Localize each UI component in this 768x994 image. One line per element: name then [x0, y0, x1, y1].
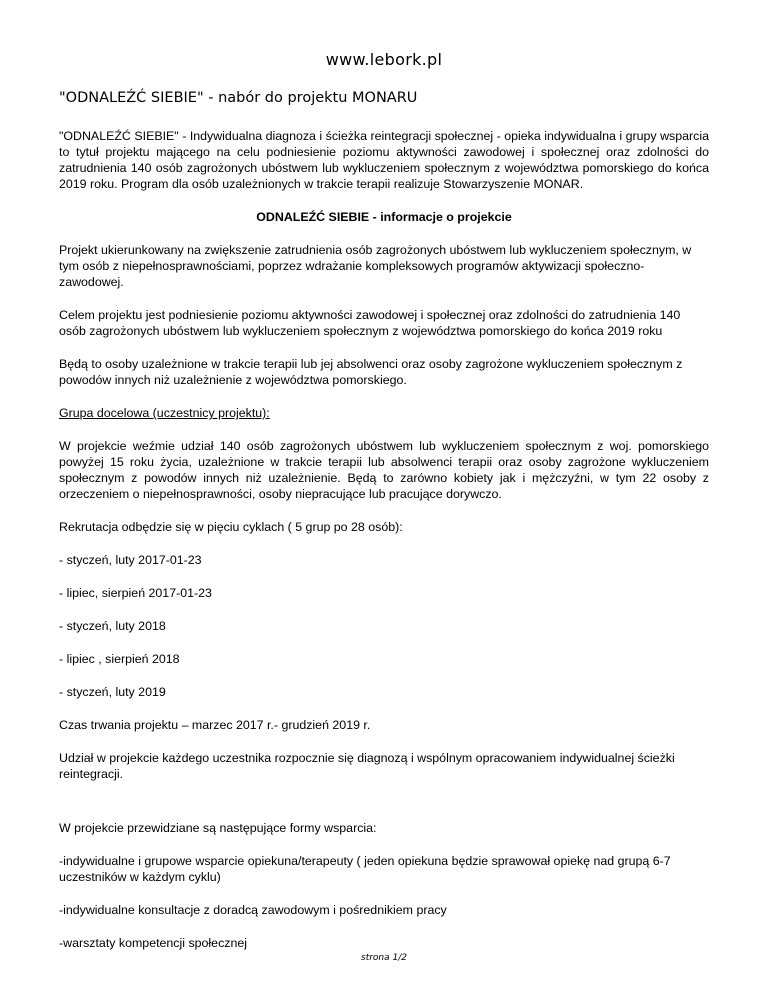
support-form-item: -indywidualne i grupowe wsparcie opiekuna/terapeuty ( jeden opiekuna będzie sprawował opiekę nad grupą 6-7 uczestników w każdym cyklu)	[59, 854, 671, 884]
cycle-item: - lipiec, sierpień 2017-01-23	[59, 586, 212, 600]
participants-paragraph: Będą to osoby uzależnione w trakcie terapii lub jej absolwenci oraz osoby zagrożone wykluczeniem społecznym z powodów innych niż uzależnienie z województwa pomorskiego.	[59, 357, 683, 387]
support-form-item: -indywidualne konsultacje z doradcą zawodowym i pośrednikiem pracy	[59, 903, 447, 917]
participation-paragraph: Udział w projekcie każdego uczestnika rozpocznie się diagnozą i wspólnym opracowaniem indywidualnej ścieżki reintegracji.	[59, 751, 675, 781]
duration-paragraph: Czas trwania projektu – marzec 2017 r.- grudzień 2019 r.	[59, 718, 371, 732]
support-form-item: -warsztaty kompetencji społecznej	[59, 936, 248, 950]
page-number: strona 1/2	[361, 953, 407, 963]
article-body	[59, 128, 709, 968]
site-header: www.lebork.pl	[325, 50, 443, 69]
project-focus-paragraph: Projekt ukierunkowany na zwiększenie zatrudnienia osób zagrożonych ubóstwem lub wykluczeniem społecznym, w tym osób z niepełnosprawnościami, poprzez wdrażanie kompleksowych programów aktywizacji społeczno-zawodowej.	[59, 243, 692, 289]
cycle-item: - styczeń, luty 2017-01-23	[59, 553, 202, 567]
cycle-item: - lipiec , sierpień 2018	[59, 652, 180, 666]
project-goal-paragraph: Celem projektu jest podniesienie poziomu aktywności zawodowej i społecznej oraz zdolności do zatrudnienia 140 osób zagrożonych ubóstwem lub wykluczeniem społecznym z województwa pomorskiego do końca 2019 roku	[59, 308, 681, 338]
cycle-item: - styczeń, luty 2018	[59, 619, 166, 633]
target-group-paragraph: W projekcie weźmie udział 140 osób zagrożonych ubóstwem lub wykluczeniem społecznym z woj. pomorskiego powyżej 15 roku życia, uzależnione w trakcie terapii lub absolwenci terapii oraz osoby zagrożone wykluczeniem społecznym z powodów innych niż uzależnienie. Będą to zarówno kobiety jak i mężczyźni, w tym 22 osoby z orzeczeniem o niepełnosprawności, osoby niepracujące lub pracujące dorywczo.	[59, 439, 709, 501]
section-subheading: ODNALEŹĆ SIEBIE - informacje o projekcie	[256, 210, 512, 224]
recruitment-paragraph: Rekrutacja odbędzie się w pięciu cyklach ( 5 grup po 28 osób):	[59, 520, 403, 534]
cycle-item: - styczeń, luty 2019	[59, 685, 166, 699]
target-group-heading: Grupa docelowa (uczestnicy projektu):	[59, 406, 270, 420]
support-intro-paragraph: W projekcie przewidziane są następujące formy wsparcia:	[59, 821, 377, 835]
article-title: "ODNALEŹĆ SIEBIE" - nabór do projektu MONARU	[59, 90, 418, 106]
intro-paragraph: "ODNALEŹĆ SIEBIE" - Indywidualna diagnoza i ścieżka reintegracji społecznej - opieka indywidualna i grupy wsparcia to tytuł projektu mającego na celu podniesienie poziomu aktywności zawodowej i społecznej oraz zdolności do zatrudnienia 140 osób zagrożonych ubóstwem lub wykluczeniem społecznym z województwa pomorskiego do końca 2019 roku. Program dla osób uzależnionych w trakcie terapii realizuje Stowarzyszenie MONAR.	[59, 129, 709, 191]
